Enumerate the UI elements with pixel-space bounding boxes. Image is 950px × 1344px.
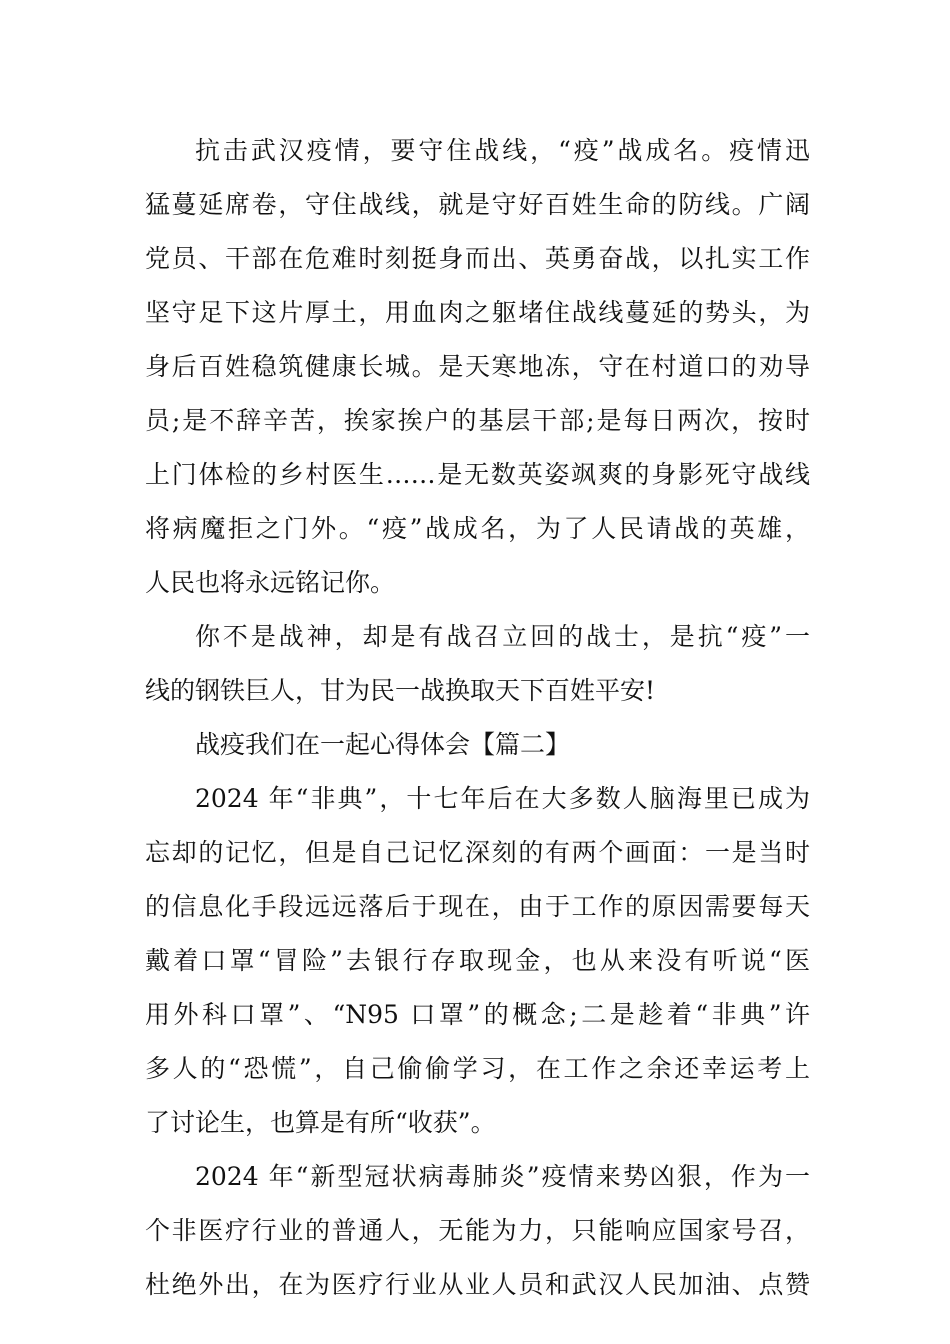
text-line: 抗击武汉疫情，要守住战线，“疫”战成名。疫情迅 bbox=[195, 136, 810, 165]
text-line: 用外科口罩”、“N95 口罩”的概念;二是趁着“非典”许 bbox=[145, 1000, 810, 1029]
text-line: 2024 年“新型冠状病毒肺炎”疫情来势凶狠，作为一 bbox=[195, 1162, 810, 1191]
text-line: 员;是不辞辛苦，挨家挨户的基层干部;是每日两次，按时 bbox=[145, 406, 810, 435]
text-line: 的信息化手段远远落后于现在，由于工作的原因需要每天 bbox=[145, 892, 810, 921]
text-line: 将病魔拒之门外。“疫”战成名，为了人民请战的英雄， bbox=[145, 514, 810, 543]
text-line: 坚守足下这片厚土，用血肉之躯堵住战线蔓延的势头，为 bbox=[145, 298, 810, 327]
text-line: 上门体检的乡村医生……是无数英姿飒爽的身影死守战线 bbox=[145, 460, 810, 489]
text-line: 人民也将永远铭记你。 bbox=[145, 568, 396, 597]
text-line: 多人的“恐慌”，自己偷偷学习，在工作之余还幸运考上 bbox=[145, 1054, 810, 1083]
text-line: 忘却的记忆，但是自己记忆深刻的有两个画面：一是当时 bbox=[145, 838, 810, 867]
section-heading: 战疫我们在一起心得体会【篇二】 bbox=[195, 730, 571, 759]
text-line: 线的钢铁巨人，甘为民一战换取天下百姓平安! bbox=[145, 676, 656, 705]
text-line: 身后百姓稳筑健康长城。是天寒地冻，守在村道口的劝导 bbox=[145, 352, 810, 381]
text-line: 个非医疗行业的普通人，无能为力，只能响应国家号召， bbox=[145, 1216, 810, 1245]
text-line: 杜绝外出，在为医疗行业从业人员和武汉人民加油、点赞 bbox=[145, 1270, 810, 1299]
text-line: 戴着口罩“冒险”去银行存取现金，也从来没有听说“医 bbox=[145, 946, 810, 975]
document-body bbox=[145, 124, 810, 1312]
text-line: 了讨论生，也算是有所“收获”。 bbox=[145, 1108, 496, 1137]
text-line: 2024 年“非典”，十七年后在大多数人脑海里已成为 bbox=[195, 784, 810, 813]
text-line: 猛蔓延席卷，守住战线，就是守好百姓生命的防线。广阔 bbox=[145, 190, 810, 219]
text-line: 党员、干部在危难时刻挺身而出、英勇奋战，以扎实工作 bbox=[145, 244, 810, 273]
text-line: 你不是战神，却是有战召立回的战士，是抗“疫”一 bbox=[195, 622, 810, 651]
